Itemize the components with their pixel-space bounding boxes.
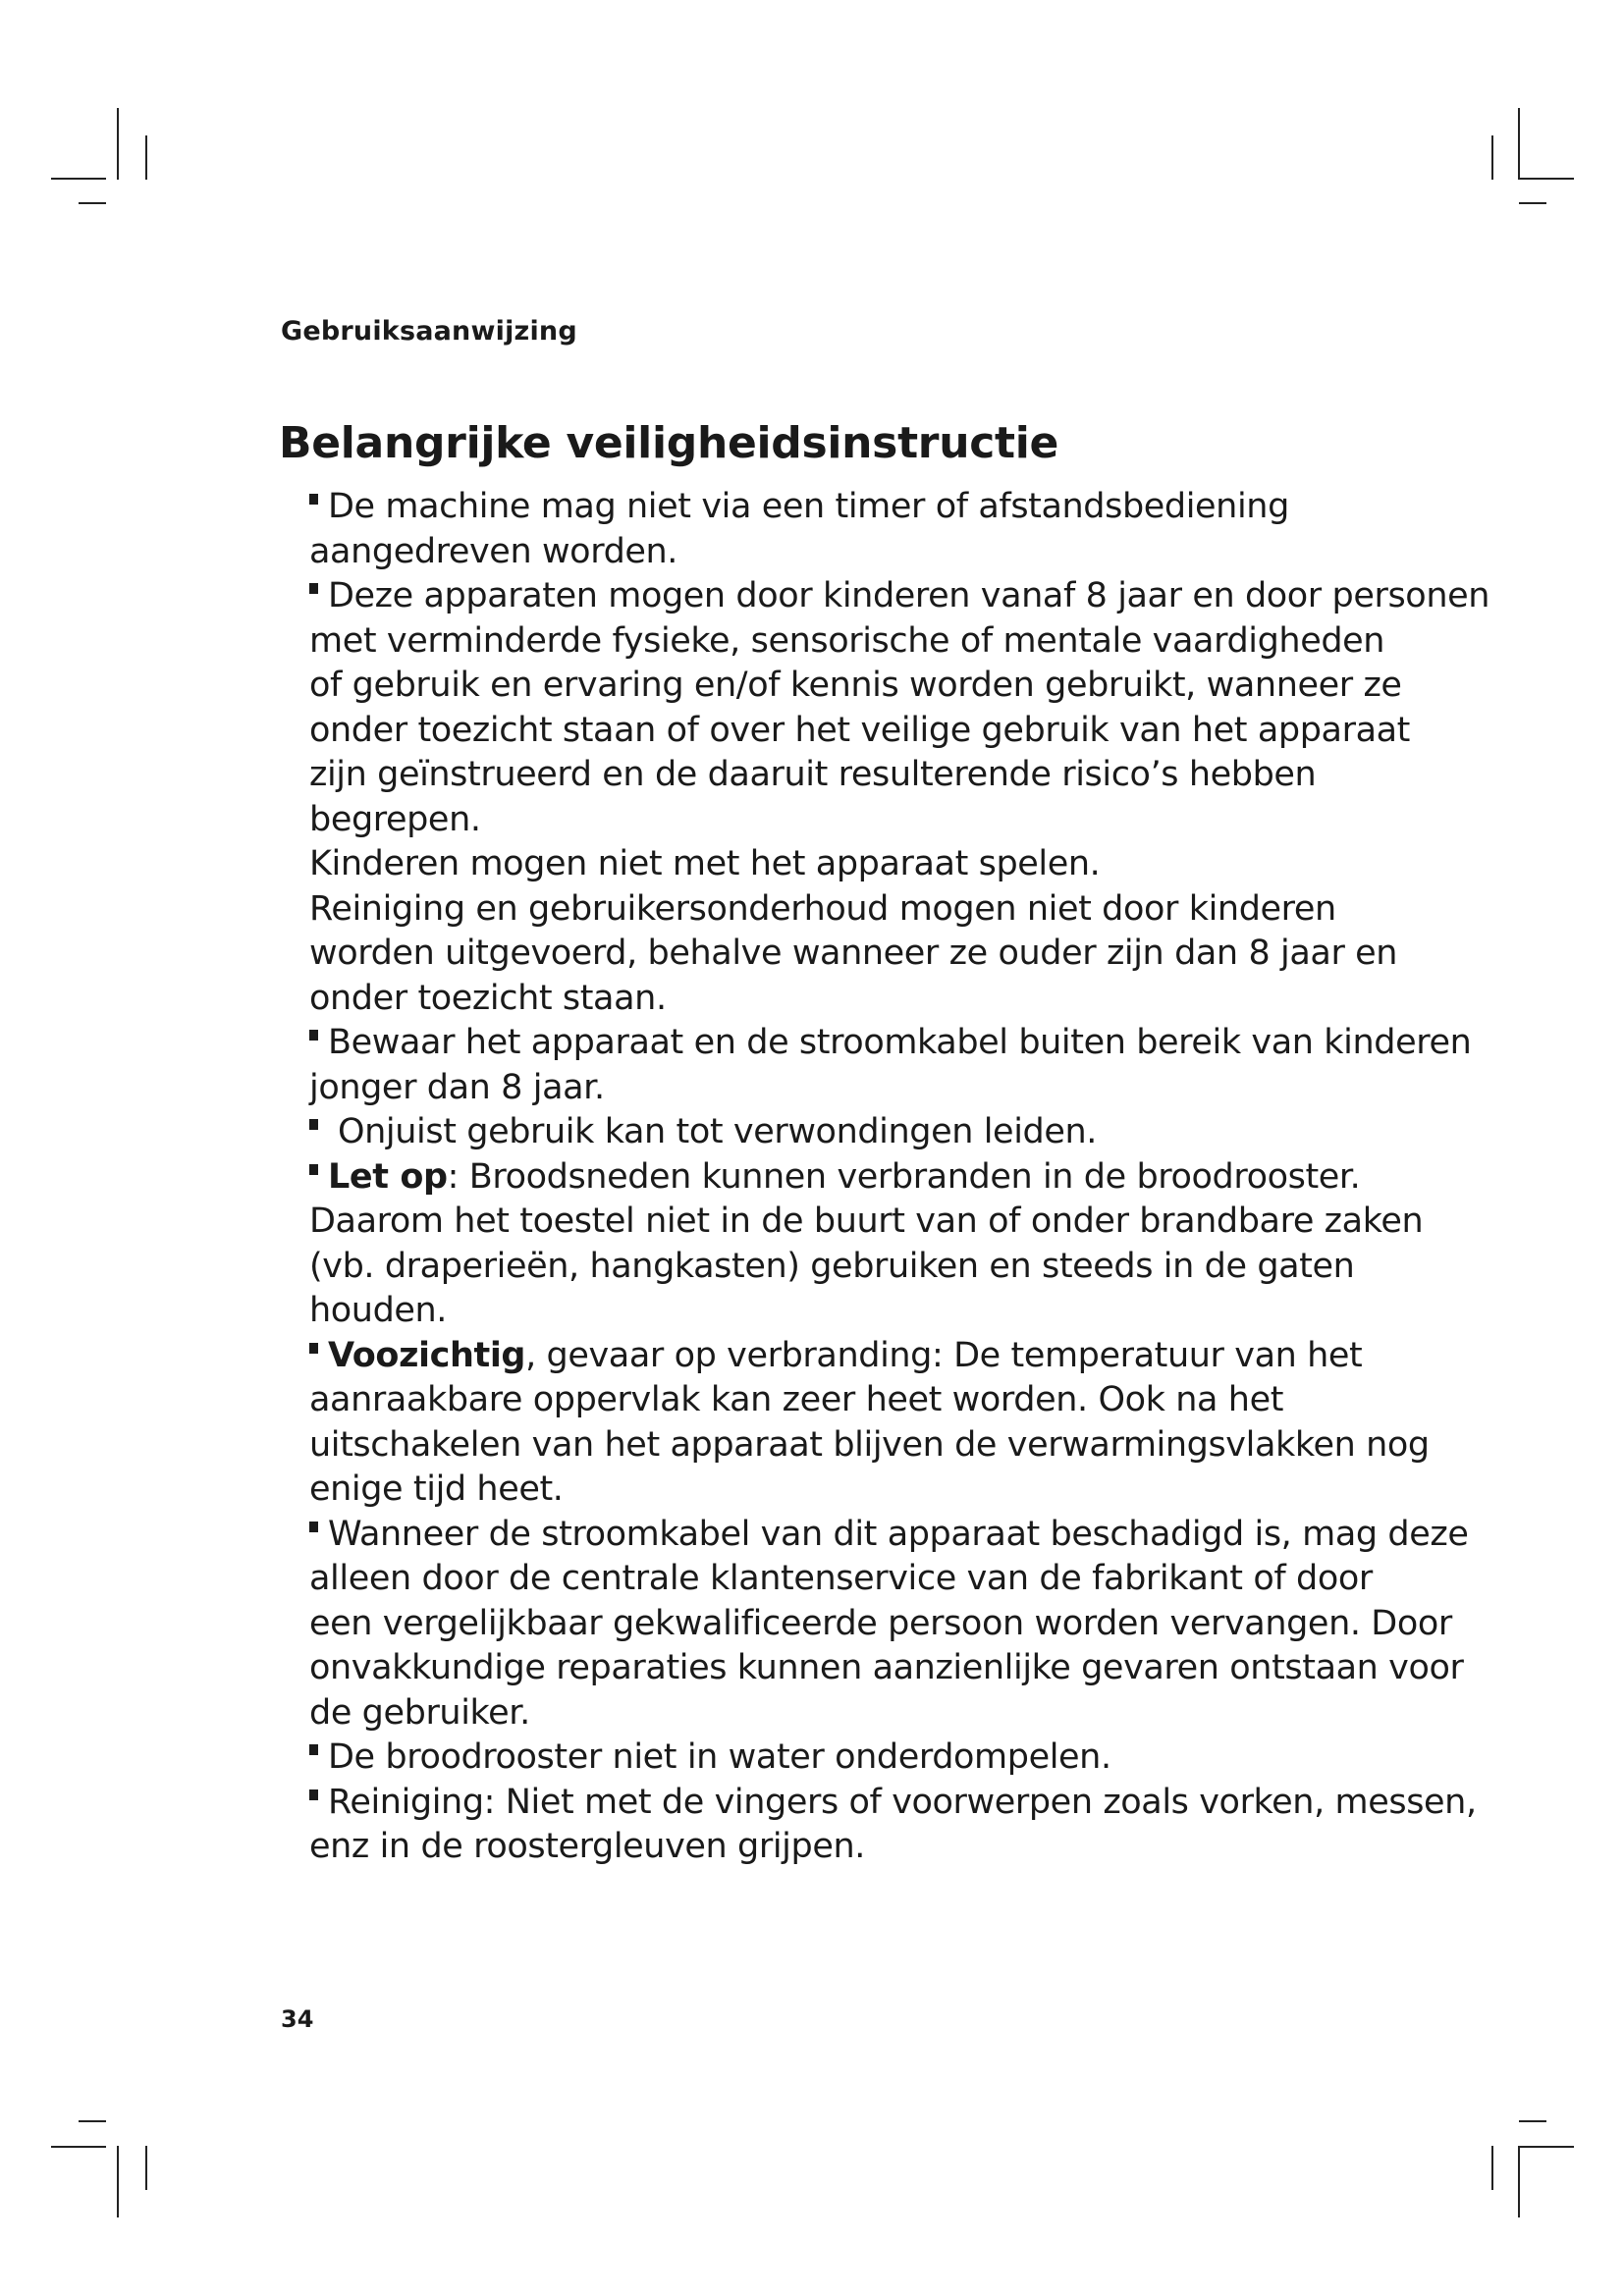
bullet-icon <box>309 1119 318 1130</box>
crop-mark <box>79 2120 106 2122</box>
bullet-icon <box>309 583 318 594</box>
crop-mark <box>145 135 147 180</box>
crop-mark <box>51 178 106 180</box>
text-line: alleen door de centrale klantenservice van de fabrikant of door <box>309 1559 1373 1598</box>
list-item: Voozichtig, gevaar op verbranding: De temperatuur van het <box>309 1334 1468 1379</box>
bullet-icon <box>309 1343 318 1354</box>
text-line: begrepen. <box>309 799 481 839</box>
crop-mark <box>1491 2146 1493 2190</box>
text-line: aangedreven worden. <box>309 531 678 571</box>
text-line: zijn geïnstrueerd en de daaruit resulterende risico’s hebben <box>309 755 1317 794</box>
crop-mark <box>117 108 119 180</box>
text-line: jonger dan 8 jaar. <box>309 1067 605 1107</box>
list-item: Let op: Broodsneden kunnen verbranden in de broodrooster. <box>309 1155 1468 1201</box>
text-line: enige tijd heet. <box>309 1469 564 1509</box>
running-header: Gebruiksaanwijzing <box>281 316 577 347</box>
list-item: Deze apparaten mogen door kinderen vanaf 8 jaar en door personen <box>309 574 1468 619</box>
text-line: met verminderde fysieke, sensorische of mentale vaardigheden <box>309 620 1385 661</box>
crop-mark <box>1518 2146 1520 2217</box>
crop-mark <box>1519 178 1574 180</box>
text-line: enz in de roostergleuven grijpen. <box>309 1827 865 1866</box>
bullet-icon <box>309 1164 318 1175</box>
list-item: Reiniging: Niet met de vingers of voorwerpen zoals vorken, messen, <box>309 1781 1468 1826</box>
text-line: Reiniging en gebruikersonderhoud mogen niet door kinderen <box>309 888 1336 929</box>
list-item: De broodrooster niet in water onderdompelen. <box>309 1735 1468 1781</box>
text-line: (vb. draperieën, hangkasten) gebruiken en steeds in de gaten <box>309 1246 1355 1286</box>
text-line: de gebruiker. <box>309 1692 530 1733</box>
text-line: of gebruik en ervaring en/of kennis worden gebruikt, wanneer ze <box>309 666 1402 705</box>
crop-mark <box>1519 2146 1574 2148</box>
crop-mark <box>145 2146 147 2190</box>
crop-mark <box>51 2146 106 2148</box>
crop-mark <box>1491 135 1493 180</box>
crop-mark <box>117 2146 119 2217</box>
text-line: onder toezicht staan. <box>309 978 667 1018</box>
crop-mark <box>1518 108 1520 180</box>
crop-mark <box>1519 2120 1546 2122</box>
bullet-icon <box>309 1789 318 1800</box>
bullet-icon <box>309 1522 318 1532</box>
text-line: worden uitgevoerd, behalve wanneer ze ouder zijn dan 8 jaar en <box>309 934 1398 973</box>
safety-instructions <box>309 485 1490 1870</box>
text-line: onder toezicht staan of over het veilige gebruik van het apparaat <box>309 710 1410 750</box>
section-title: Belangrijke veiligheidsinstructie <box>279 418 1059 468</box>
text-line: uitschakelen van het apparaat blijven de verwarmingsvlakken nog <box>309 1424 1430 1465</box>
list-item: Bewaar het apparaat en de stroomkabel buiten bereik van kinderen <box>309 1021 1468 1066</box>
crop-mark <box>1519 202 1546 204</box>
text-line: een vergelijkbaar gekwalificeerde persoon worden vervangen. Door <box>309 1603 1452 1643</box>
crop-mark <box>79 202 106 204</box>
warning-label: Let op <box>328 1156 448 1197</box>
text-line: houden. <box>309 1291 448 1330</box>
bullet-icon <box>309 494 318 505</box>
page-number: 34 <box>281 2005 314 2033</box>
list-item: De machine mag niet via een timer of afstandsbediening <box>309 485 1468 530</box>
text-line: Daarom het toestel niet in de buurt van of onder brandbare zaken <box>309 1201 1424 1241</box>
list-item: Onjuist gebruik kan tot verwondingen leiden. <box>309 1110 1468 1155</box>
text-line: onvakkundige reparaties kunnen aanzienlijke gevaren ontstaan voor <box>309 1648 1464 1687</box>
bullet-icon <box>309 1030 318 1041</box>
text-line: aanraakbare oppervlak kan zeer heet worden. Ook na het <box>309 1380 1284 1419</box>
text-line: Kinderen mogen niet met het apparaat spelen. <box>309 844 1101 883</box>
list-item: Wanneer de stroomkabel van dit apparaat beschadigd is, mag deze <box>309 1513 1468 1558</box>
caution-label: Voozichtig <box>328 1335 526 1375</box>
bullet-icon <box>309 1744 318 1755</box>
